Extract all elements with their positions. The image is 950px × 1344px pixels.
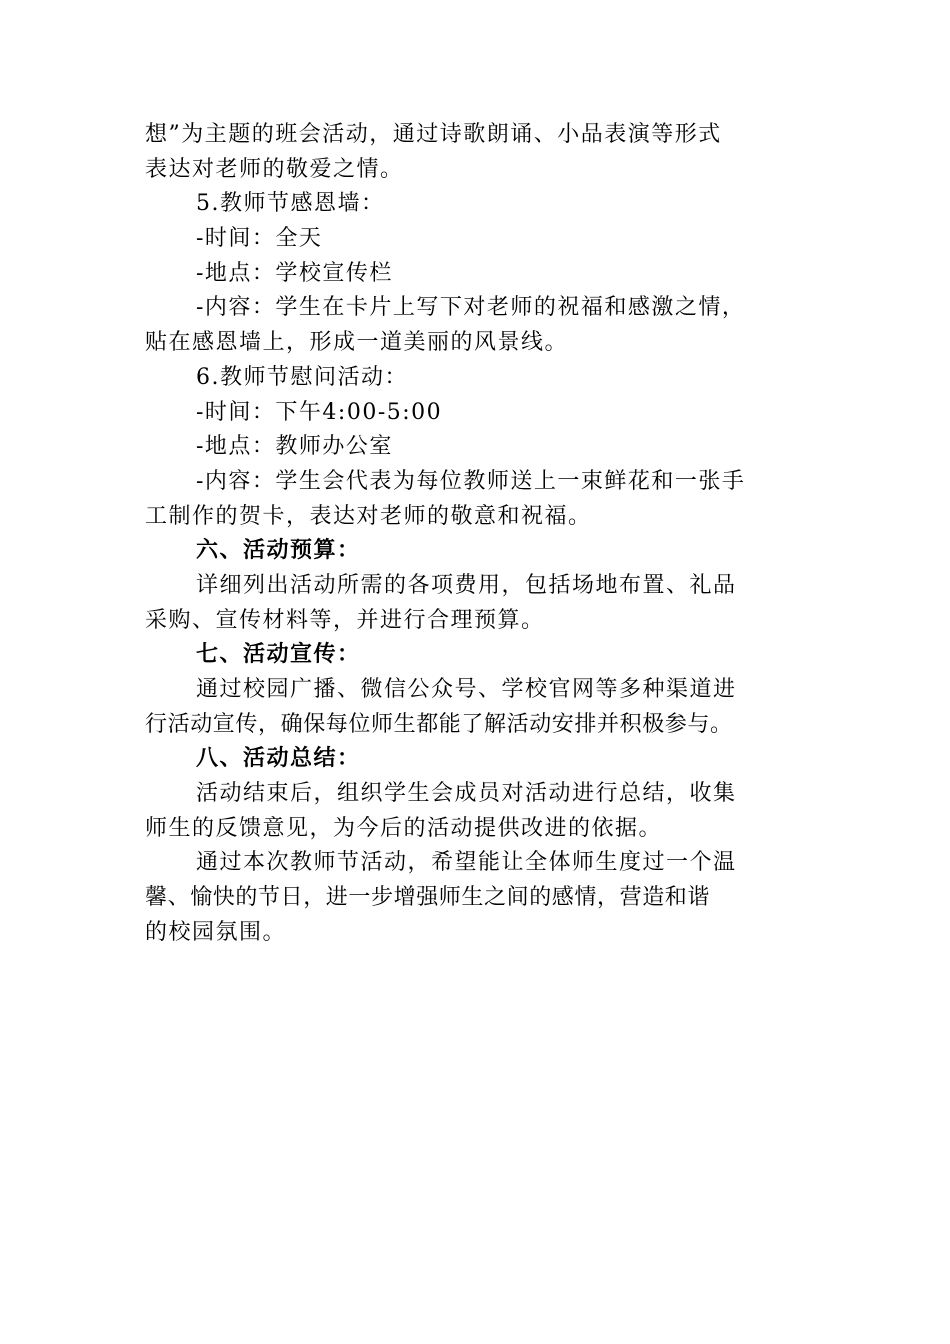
document-body — [145, 118, 808, 951]
paragraph-line: 馨、愉快的节日，进一步增强师生之间的感情，营造和谐 — [145, 885, 711, 911]
section-item-title: 6.教师节慰问活动： — [196, 364, 408, 390]
detail-content: -内容：学生会代表为每位教师送上一束鲜花和一张手 — [196, 468, 746, 494]
section-heading-summary: 八、活动总结： — [196, 746, 361, 772]
paragraph-line: 工制作的贺卡，表达对老师的敬意和祝福。 — [145, 503, 592, 529]
section-heading-budget: 六、活动预算： — [196, 538, 361, 564]
detail-location: -地点：教师办公室 — [196, 434, 393, 460]
paragraph-line: 行活动宣传，确保每位师生都能了解活动安排并积极参与。 — [145, 711, 733, 737]
paragraph-line: 通过本次教师节活动，希望能让全体师生度过一个温 — [196, 850, 737, 876]
paragraph-line: 想”为主题的班会活动，通过诗歌朗诵、小品表演等形式 — [145, 122, 722, 147]
detail-location: -地点：学校宣传栏 — [196, 260, 393, 286]
detail-time: -时间：全天 — [196, 226, 323, 252]
section-heading-promotion: 七、活动宣传： — [196, 642, 361, 668]
section-item-title: 5.教师节感恩墙： — [196, 191, 385, 217]
paragraph-line: 师生的反馈意见，为今后的活动提供改进的依据。 — [145, 815, 663, 841]
paragraph-line: 贴在感恩墙上，形成一道美丽的风景线。 — [145, 330, 569, 356]
detail-content: -内容：学生在卡片上写下对老师的祝福和感激之情， — [196, 295, 746, 321]
paragraph-line: 的校园氛围。 — [145, 919, 287, 945]
detail-time: -时间：下午4:00-5:00 — [196, 399, 443, 425]
paragraph-line: 采购、宣传材料等，并进行合理预算。 — [145, 607, 545, 633]
paragraph-line: 表达对老师的敬爱之情。 — [145, 156, 404, 182]
paragraph-line: 活动结束后，组织学生会成员对活动进行总结，收集 — [196, 781, 737, 807]
paragraph-line: 通过校园广播、微信公众号、学校官网等多种渠道进 — [196, 677, 737, 702]
paragraph-line: 详细列出活动所需的各项费用，包括场地布置、礼品 — [196, 572, 737, 598]
